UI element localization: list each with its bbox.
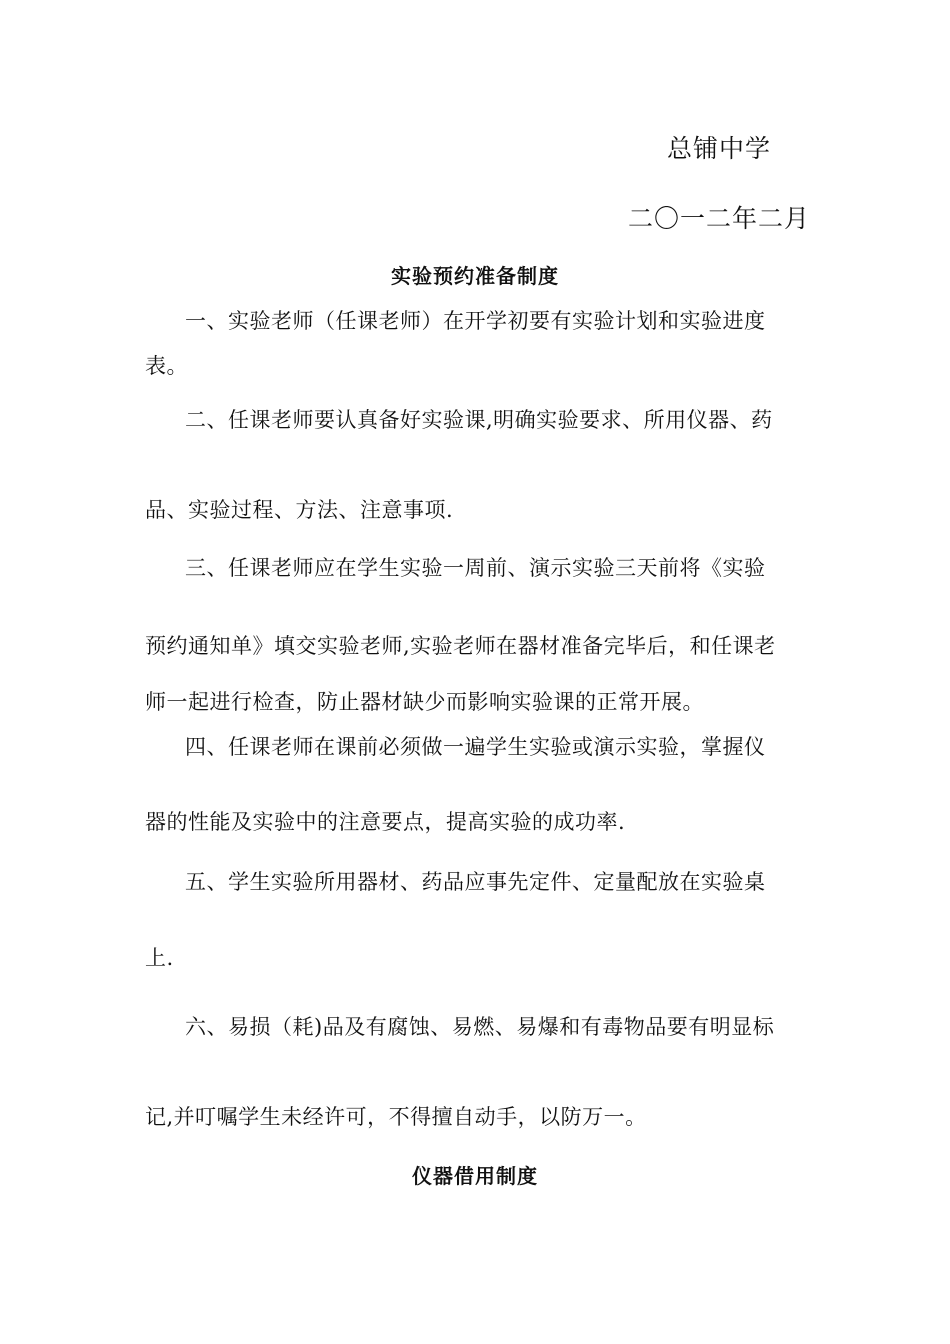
- paragraph-line: 表。: [145, 354, 188, 378]
- paragraph-line: 五、学生实验所用器材、药品应事先定件、定量配放在实验桌: [185, 870, 766, 894]
- paragraph-line: 品、实验过程、方法、注意事项.: [145, 498, 454, 522]
- paragraph-line: 一、实验老师（任课老师）在开学初要有实验计划和实验进度: [185, 309, 766, 333]
- paragraph-line: 预约通知单》填交实验老师,实验老师在器材准备完毕后，和任课老: [145, 634, 776, 658]
- paragraph-line: 器的性能及实验中的注意要点，提高实验的成功率.: [145, 810, 626, 834]
- paragraph-line: 四、任课老师在课前必须做一遍学生实验或演示实验，掌握仪: [185, 735, 766, 759]
- document-date: 二〇一二年二月: [628, 204, 811, 233]
- section-title-lab-booking: 实验预约准备制度: [391, 264, 559, 288]
- paragraph-line: 六、易损（耗)品及有腐蚀、易燃、易爆和有毒物品要有明显标: [185, 1015, 775, 1039]
- paragraph-line: 师一起进行检查，防止器材缺少而影响实验课的正常开展。: [145, 690, 704, 714]
- school-name: 总铺中学: [667, 134, 772, 163]
- paragraph-line: 二、任课老师要认真备好实验课,明确实验要求、所用仪器、药: [185, 408, 773, 432]
- paragraph-line: 上.: [145, 946, 174, 970]
- section-title-equipment-loan: 仪器借用制度: [412, 1164, 538, 1188]
- paragraph-line: 三、任课老师应在学生实验一周前、演示实验三天前将《实验: [185, 556, 766, 580]
- paragraph-line: 记,并叮嘱学生未经许可，不得擅自动手，以防万一。: [145, 1105, 647, 1129]
